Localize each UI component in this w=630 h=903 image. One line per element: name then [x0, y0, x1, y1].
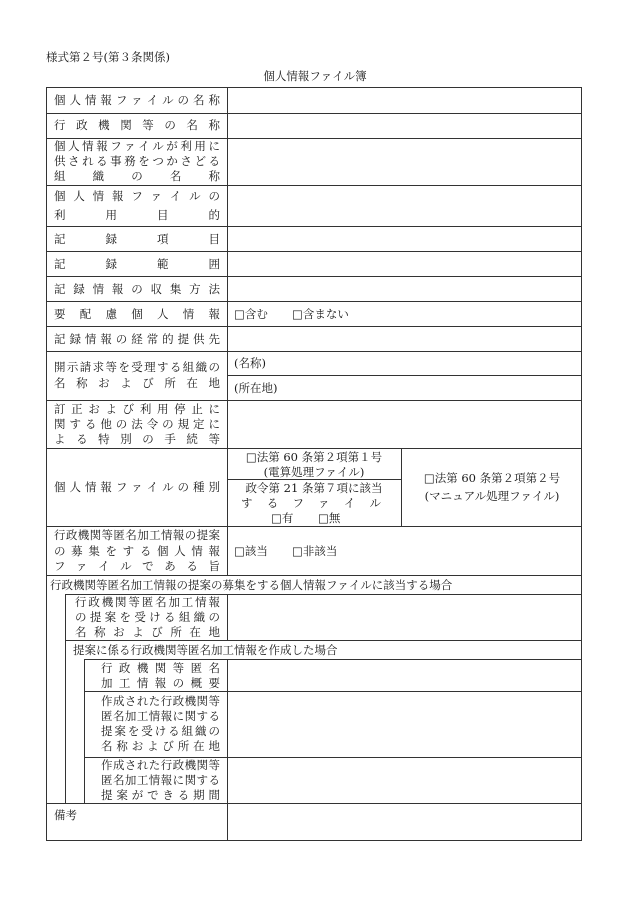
label-record-items: 記録項目 — [54, 232, 220, 246]
row-line — [84, 691, 582, 692]
label-disclosure-1: 開示請求等を受理する組織の — [54, 360, 220, 374]
type-ordinance-line1: 政令第 21 条第７項に該当 — [245, 481, 383, 495]
label-receiver-1: 行政機関等匿名加工情報 — [75, 595, 220, 609]
type-ordinance-no-checkbox[interactable]: □無 — [318, 511, 341, 525]
sensitive-includes-checkbox[interactable]: □含む — [234, 307, 268, 321]
label-special-2: 関する他の法令の規定に — [54, 417, 220, 431]
anon-not-applicable-checkbox[interactable]: □非該当 — [292, 544, 338, 558]
type-divider — [401, 448, 402, 526]
border-right — [581, 87, 582, 841]
label-record-scope: 記録範囲 — [54, 257, 220, 271]
disclosure-name-label: (名称) — [234, 356, 266, 370]
label-disclosure-2: 名称および所在地 — [54, 376, 220, 390]
label-agency: 行政機関等の名称 — [54, 118, 220, 132]
label-file-name: 個人情報ファイルの名称 — [54, 93, 220, 107]
label-receiver-2: の提案を受ける組織の — [75, 610, 220, 624]
border-top — [46, 87, 582, 88]
document-title: 個人情報ファイル簿 — [263, 69, 367, 83]
anon-applicable-checkbox[interactable]: □該当 — [234, 544, 268, 558]
label-period-1: 作成された行政機関等 — [101, 758, 220, 772]
label-created-1: 作成された行政機関等 — [101, 694, 220, 708]
label-purpose-1: 個人情報ファイルの — [54, 189, 220, 203]
label-anon-3: ファイルである旨 — [54, 559, 220, 573]
label-anon-1: 行政機関等匿名加工情報の提案 — [54, 528, 220, 542]
row-line — [46, 803, 582, 804]
row-line — [46, 301, 582, 302]
type-ordinance-line2: するファイル — [241, 496, 381, 510]
label-org-1: 個人情報ファイルが利用に — [54, 139, 220, 153]
label-remarks: 備考 — [54, 808, 77, 822]
label-purpose-2: 利用目的 — [54, 208, 220, 222]
label-collection: 記録情報の収集方法 — [54, 282, 220, 296]
label-divider-3 — [227, 659, 228, 841]
label-special-3: よる特別の手続等 — [54, 432, 220, 446]
label-receiver-3: 名称および所在地 — [75, 625, 220, 639]
row-line — [46, 251, 582, 252]
type-art60-2-caption: (マニュアル処理ファイル) — [424, 489, 560, 503]
row-line — [46, 113, 582, 114]
label-provision: 記録情報の経常的提供先 — [54, 332, 220, 346]
type-art60-1-caption: (電算処理ファイル) — [263, 465, 365, 479]
label-sensitive: 要配慮個人情報 — [54, 307, 220, 321]
row-line — [46, 276, 582, 277]
label-org-2: 供される事務をつかさどる — [54, 154, 220, 168]
type-art60-1-checkbox[interactable]: □法第 60 条第２項第１号 — [245, 450, 383, 464]
row-line — [46, 575, 582, 576]
label-org-3: 組織の名称 — [54, 169, 220, 183]
disclosure-address-label: (所在地) — [234, 381, 278, 395]
row-line — [46, 185, 582, 186]
label-period-2: 匿名加工情報に関する — [101, 773, 220, 787]
label-divider-2 — [227, 594, 228, 640]
row-line — [65, 640, 582, 641]
border-left — [46, 87, 47, 841]
border-bottom — [46, 840, 582, 841]
type-art60-2-checkbox[interactable]: □法第 60 条第２項第２号 — [423, 471, 561, 485]
section-header: 行政機関等匿名加工情報の提案の募集をする個人情報ファイルに該当する場合 — [50, 578, 453, 592]
row-line — [46, 351, 582, 352]
indent-line-2 — [84, 659, 85, 803]
row-line — [227, 375, 582, 376]
row-line — [46, 326, 582, 327]
sub-section-header: 提案に係る行政機関等匿名加工情報を作成した場合 — [73, 643, 338, 657]
label-summary-1: 行政機関等匿名 — [101, 661, 220, 675]
label-created-2: 匿名加工情報に関する — [101, 709, 220, 723]
type-ordinance-yes-checkbox[interactable]: □有 — [271, 511, 294, 525]
register-table — [46, 87, 582, 841]
sensitive-excludes-checkbox[interactable]: □含まない — [292, 307, 349, 321]
row-line — [46, 226, 582, 227]
label-period-3: 提案ができる期間 — [101, 788, 220, 802]
indent-line-1 — [65, 594, 66, 803]
label-divider — [227, 87, 228, 575]
label-created-4: 名称および所在地 — [101, 739, 220, 753]
label-file-type: 個人情報ファイルの種別 — [54, 480, 220, 494]
label-created-3: 提案を受ける組織の — [101, 724, 220, 738]
label-summary-2: 加工情報の概要 — [101, 676, 220, 690]
label-anon-2: の募集をする個人情報 — [54, 544, 220, 558]
form-id: 様式第２号(第３条関係) — [46, 50, 170, 64]
label-special-1: 訂正および利用停止に — [54, 402, 220, 416]
